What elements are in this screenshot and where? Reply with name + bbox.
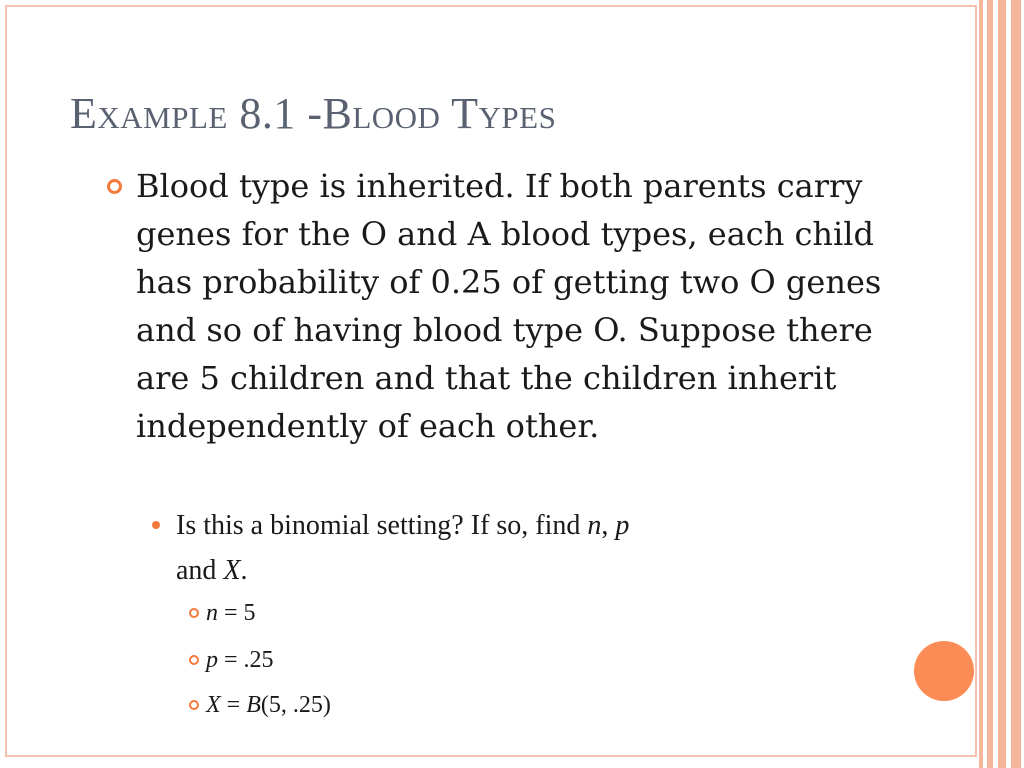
answer-variable: p xyxy=(206,647,218,673)
stripe xyxy=(979,0,983,768)
bullet-dot-icon xyxy=(152,521,160,529)
slide-title: Example 8.1 -Blood Types xyxy=(70,89,557,138)
answer-value: = .25 xyxy=(218,647,274,673)
answer-item xyxy=(206,644,274,676)
decorative-circle xyxy=(914,641,974,701)
sub-bullet-text: and xyxy=(176,555,224,586)
bullet-ring-icon xyxy=(107,179,122,194)
answer-item xyxy=(206,597,256,629)
main-bullet-text: Blood type is inherited. If both parents carry genes for the O and A blood types, each child has probability of 0.25 of getting two O genes and so of having blood type O. Suppose there are 5 children and that the children inherit independently of each other. xyxy=(136,167,882,445)
sub-bullet-end: . xyxy=(240,555,248,586)
stripe xyxy=(1011,0,1021,768)
main-bullet xyxy=(136,162,896,450)
stripe xyxy=(987,0,993,768)
variable-n: n xyxy=(587,510,602,541)
sub-bullet-text: Is this a binomial setting? If so, find xyxy=(176,510,588,541)
decorative-stripes xyxy=(977,0,1024,768)
answer-equals: = xyxy=(220,692,247,718)
variable-p: p xyxy=(615,510,630,541)
answer-value: (5, .25) xyxy=(260,692,331,718)
stripe xyxy=(998,0,1006,768)
answer-value: = 5 xyxy=(218,600,256,626)
answer-function: B xyxy=(246,692,261,718)
bullet-ring-icon xyxy=(189,655,199,665)
bullet-ring-icon xyxy=(189,608,199,618)
answer-variable: n xyxy=(206,600,218,626)
bullet-ring-icon xyxy=(189,700,199,710)
sub-bullet xyxy=(176,503,876,593)
answer-variable: X xyxy=(206,692,221,718)
separator: , xyxy=(601,510,616,541)
answer-item xyxy=(206,689,331,721)
variable-x: X xyxy=(223,555,241,586)
